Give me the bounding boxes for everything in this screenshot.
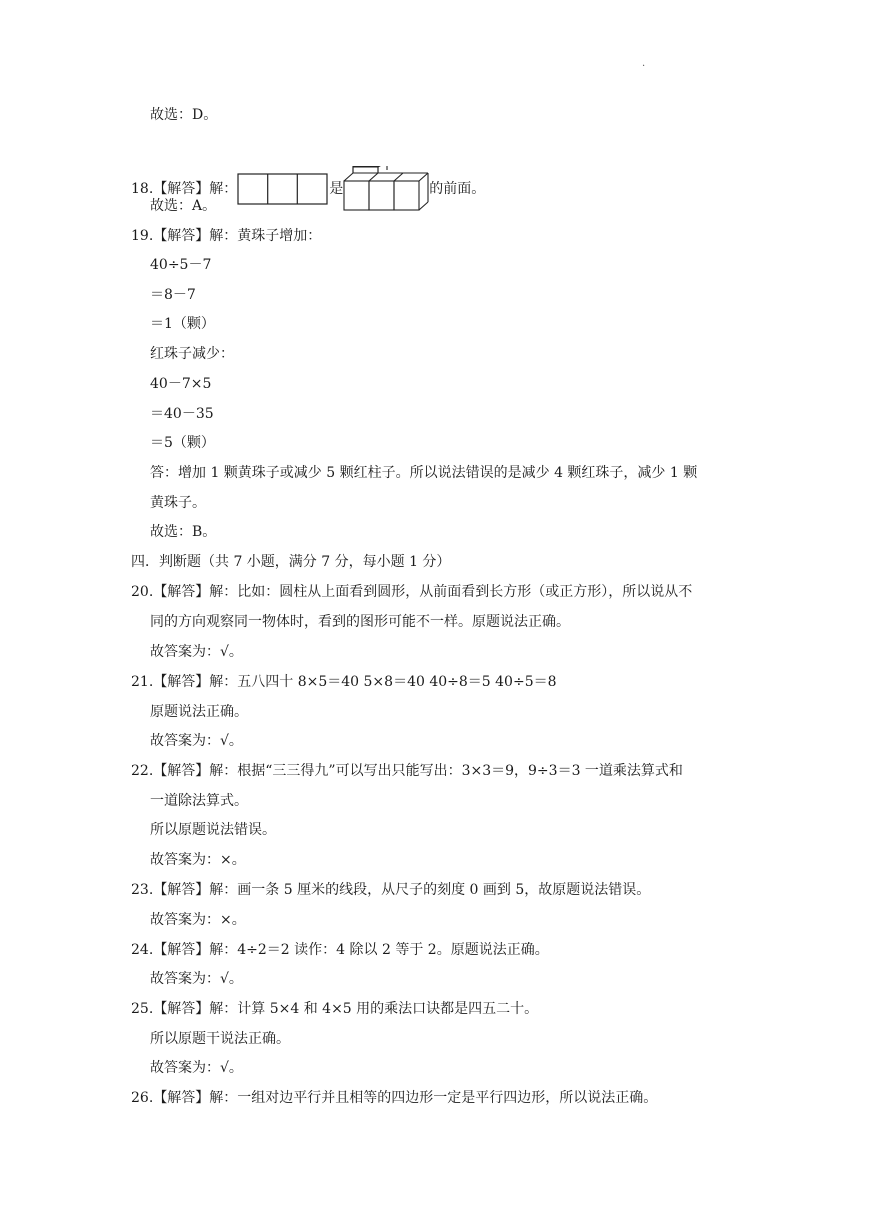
text-line: 故答案为：√。 [150, 733, 243, 749]
text-line: 原题说法正确。 [150, 704, 248, 720]
answer-23-heading: 23.【解答】解：画一条 5 厘米的线段，从尺子的刻度 0 画到 5，故原题说法错误。 [131, 882, 651, 898]
header-dot: . [642, 58, 646, 69]
answer-21-heading: 21.【解答】解：五八四十 8×5＝40 5×8＝40 40÷8＝5 40÷5＝8 [131, 674, 557, 690]
section-heading: 四．判断题（共 7 小题，满分 7 分，每小题 1 分） [131, 554, 451, 570]
text-line: 所以原题干说法正确。 [150, 1031, 290, 1047]
cube-solid-figure [343, 166, 429, 212]
text-line: 故答案为：×。 [150, 912, 246, 928]
text-line: 故答案为：√。 [150, 644, 243, 660]
text-line: ＝1（颗） [150, 316, 215, 332]
text-line: 故答案为：√。 [150, 1060, 243, 1076]
text-line: 故选：D。 [150, 107, 218, 123]
text-line: ＝40－35 [150, 406, 214, 422]
answer-20-heading: 20.【解答】解：比如：圆柱从上面看到圆形，从前面看到长方形（或正方形），所以说从不 [131, 584, 693, 600]
answer-18-label: 18.【解答】解： [131, 181, 238, 197]
text-line: 同的方向观察同一物体时，看到的图形可能不一样。原题说法正确。 [150, 614, 570, 630]
answer-26-heading: 26.【解答】解：一组对边平行并且相等的四边形一定是平行四边形，所以说法正确。 [131, 1090, 658, 1106]
answer-19-heading: 19.【解答】解：黄珠子增加： [131, 228, 322, 244]
text-line: 故答案为：√。 [150, 971, 243, 987]
text-line: 红珠子减少： [150, 346, 234, 362]
text-line: 40÷5－7 [150, 257, 212, 273]
text-line: 黄珠子。 [150, 495, 206, 511]
text-line: ＝5（颗） [150, 435, 215, 451]
answer-25-heading: 25.【解答】解：计算 5×4 和 4×5 用的乘法口诀都是四五二十。 [131, 1001, 539, 1017]
text-line: 一道除法算式。 [150, 793, 248, 809]
text-line: 40－7×5 [150, 376, 212, 392]
answer-24-heading: 24.【解答】解：4÷2＝2 读作：4 除以 2 等于 2。原题说法正确。 [131, 942, 549, 958]
text-line: 所以原题说法错误。 [150, 822, 276, 838]
text-line: 答：增加 1 颗黄珠子或减少 5 颗红柱子。所以说法错误的是减少 4 颗红珠子，减少 1 颗 [150, 465, 698, 481]
answer-22-heading: 22.【解答】解：根据“三三得九”可以写出只能写出：3×3＝9，9÷3＝3 一道乘法算式和 [131, 763, 683, 779]
text-line: ＝8－7 [150, 287, 196, 303]
front-view-figure [237, 172, 329, 206]
text-line: 故选：A。 [150, 198, 217, 214]
text-line: 故答案为：×。 [150, 852, 246, 868]
answer-18-connector: 是 [329, 181, 344, 197]
text-line: 故选：B。 [150, 524, 217, 540]
answer-18-tail: 的前面。 [429, 181, 486, 197]
